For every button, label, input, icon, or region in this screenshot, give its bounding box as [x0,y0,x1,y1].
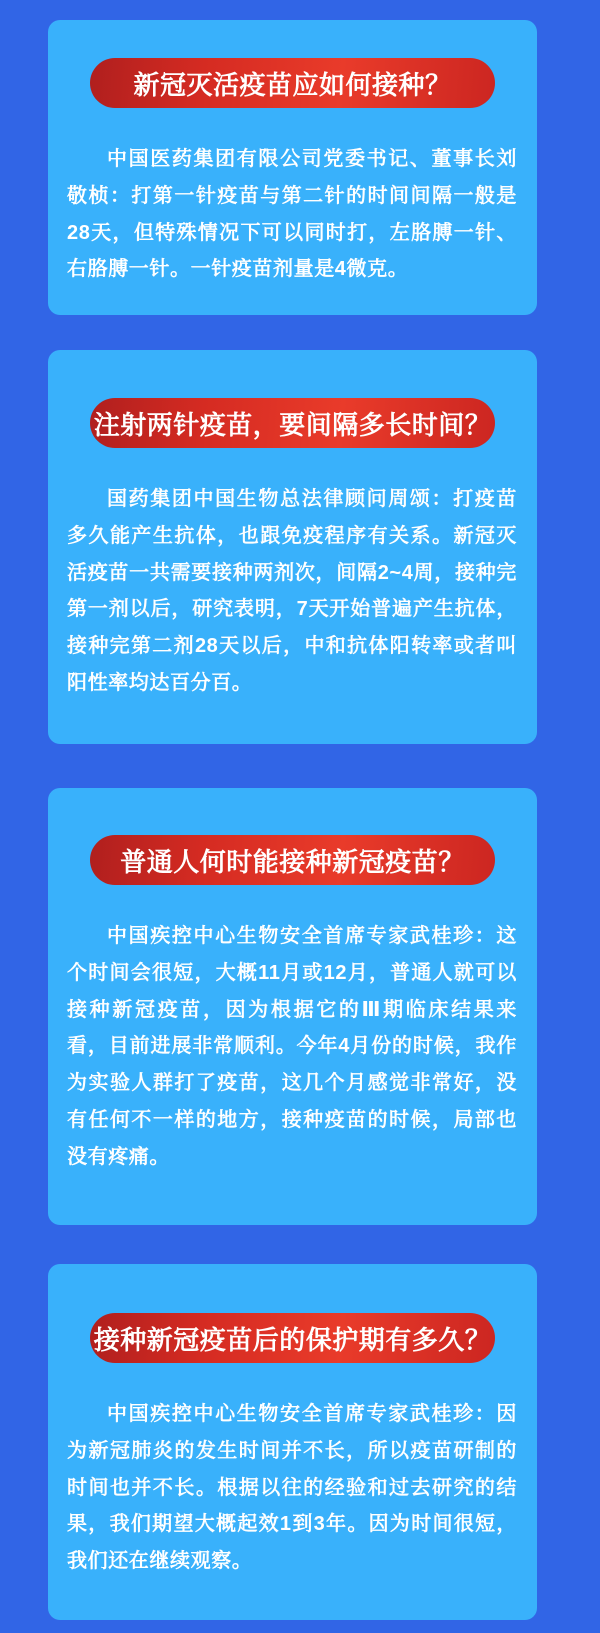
answer-text: 中国疾控中心生物安全首席专家武桂珍：因为新冠肺炎的发生时间并不长，所以疫苗研制的时间也并不长。根据以往的经验和过去研究的结果，我们期望大概起效1到3年。因为时间很短，我们还在继续观察。 [67,1403,517,1573]
answer-text: 国药集团中国生物总法律顾问周颂：打疫苗多久能产生抗体，也跟免疫程序有关系。新冠灭活疫苗一共需要接种两剂次，间隔2~4周，接种完第一剂以后，研究表明，7天开始普遍产生抗体，接种完第二剂28天以后，中和抗体阳转率或者叫阳性率均达百分百。 [67,488,517,694]
question-pill [90,1313,495,1363]
faq-card-protection-duration [48,1264,537,1620]
question-pill [90,398,495,448]
question-text: 接种新冠疫苗后的保护期有多久？ [93,1324,492,1355]
question-pill [90,835,495,885]
answer-text: 中国医药集团有限公司党委书记、董事长刘敬桢：打第一针疫苗与第二针的时间间隔一般是28天，但特殊情况下可以同时打，左胳膊一针、右胳膊一针。一针疫苗剂量是4微克。 [67,148,517,281]
faq-card-dose-interval [48,350,537,744]
question-text: 普通人何时能接种新冠疫苗？ [120,846,465,877]
question-text: 注射两针疫苗，要间隔多长时间？ [93,409,492,440]
question-text: 新冠灭活疫苗应如何接种？ [133,69,452,100]
answer-text: 中国疾控中心生物安全首席专家武桂珍：这个时间会很短，大概11月或12月，普通人就可以接种新冠疫苗，因为根据它的Ⅲ期临床结果来看，目前进展非常顺利。今年4月份的时候，我作为实验人群打了疫苗，这几个月感觉非常好，没有任何不一样的地方，接种疫苗的时候，局部也没有疼痛。 [67,925,517,1168]
question-pill [90,58,495,108]
faq-card-vaccination-method [48,20,537,315]
faq-card-public-availability [48,788,537,1225]
